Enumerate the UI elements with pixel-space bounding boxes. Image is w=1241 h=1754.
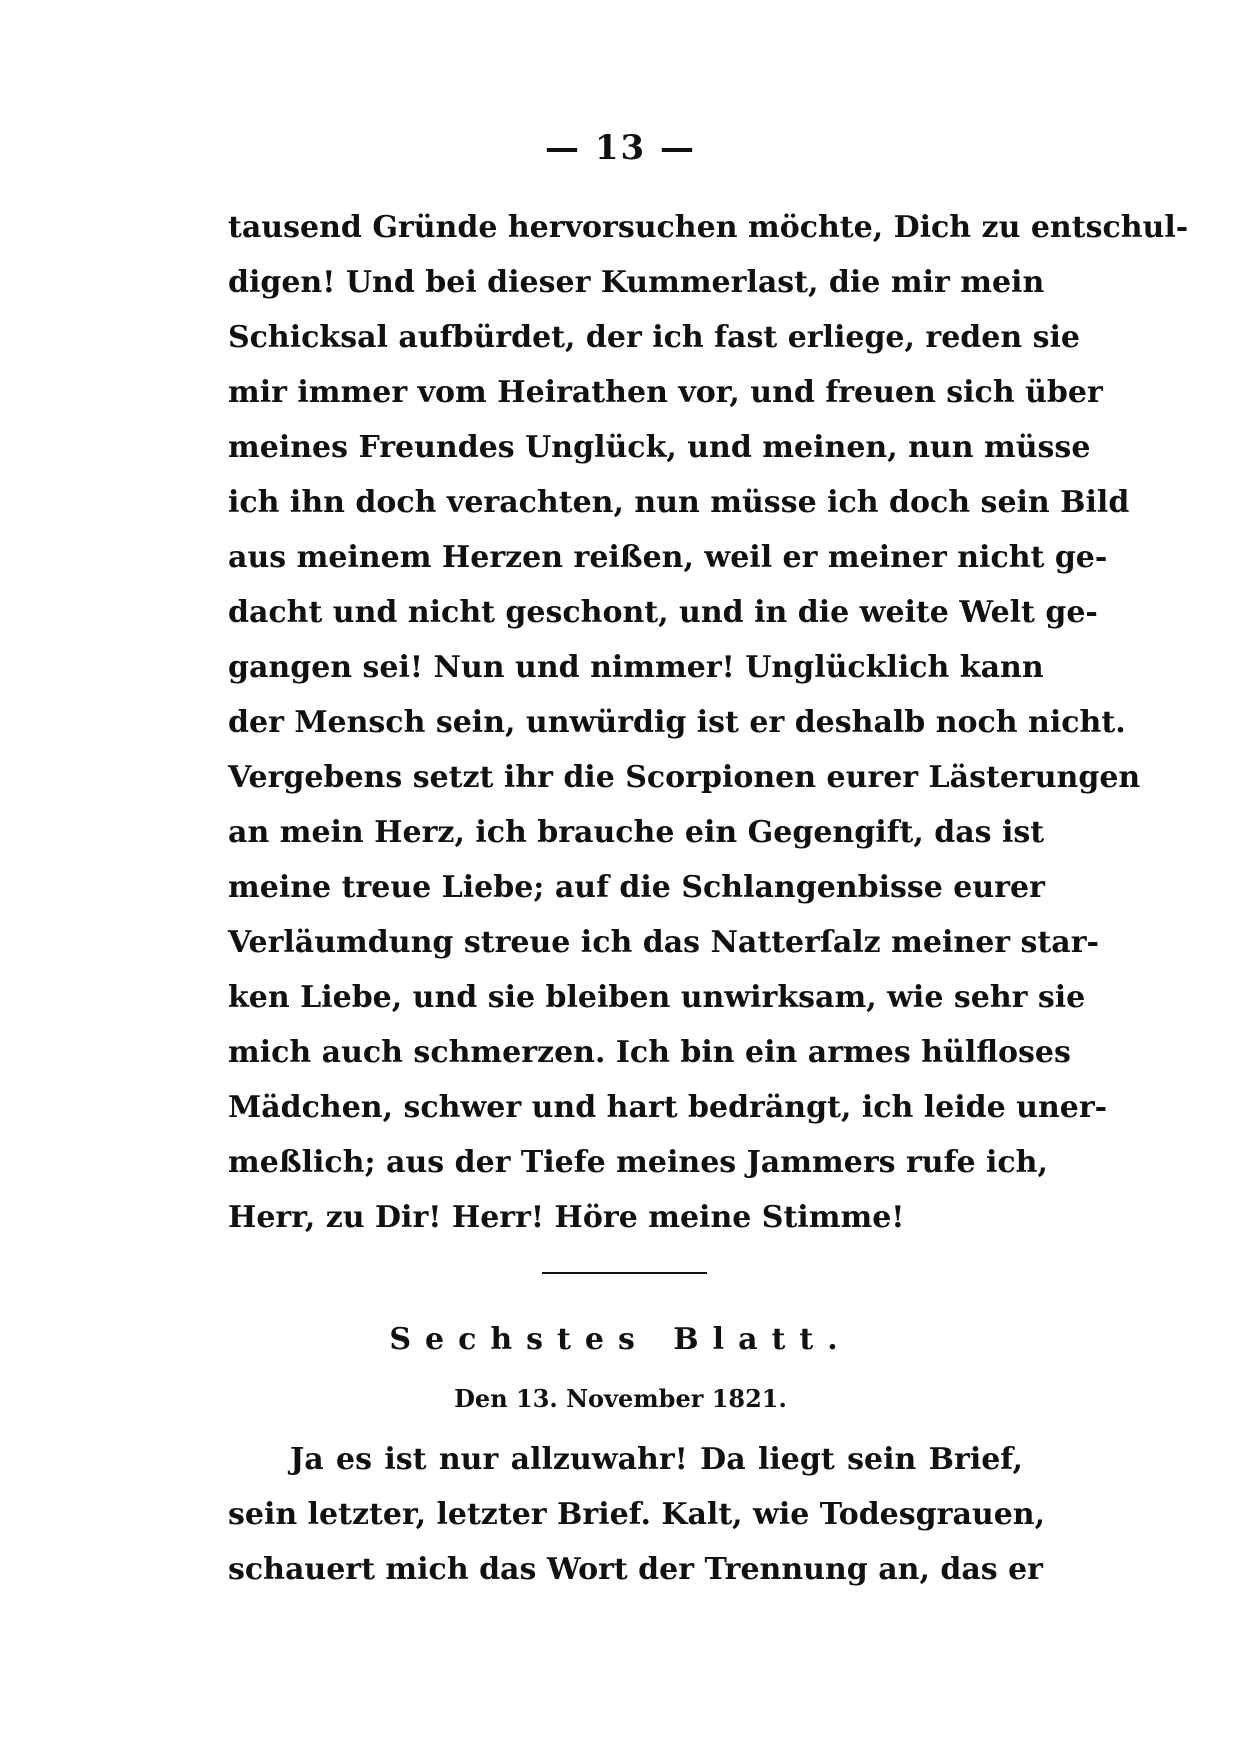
- text-line: mir immer vom Heirathen vor, und freuen sich über: [228, 375, 1103, 410]
- text-line: mich auch schmerzen. Ich bin ein armes hülfloses: [228, 1035, 1071, 1070]
- text-line: tausend Gründe hervorsuchen möchte, Dich zu entschul-: [228, 210, 1189, 245]
- body-paragraph: [228, 200, 1189, 1245]
- section-date: Den 13. November 1821.: [454, 1384, 787, 1413]
- text-line: an mein Herz, ich brauche ein Gegengift, das ist: [228, 815, 1045, 850]
- text-line: sein letzter, letzter Brief. Kalt, wie Todesgrauen,: [228, 1497, 1046, 1532]
- text-line: gangen sei! Nun und nimmer! Unglücklich kann: [228, 650, 1044, 685]
- text-line: schauert mich das Wort der Trennung an, das er: [228, 1552, 1043, 1587]
- text-line: meine treue Liebe; auf die Schlangenbisse eurer: [228, 870, 1045, 905]
- text-line: aus meinem Herzen reißen, weil er meiner nicht ge-: [228, 540, 1108, 575]
- text-line: ken Liebe, und sie bleiben unwirksam, wie sehr sie: [228, 980, 1086, 1015]
- text-line: meines Freundes Unglück, und meinen, nun müsse: [228, 430, 1091, 465]
- text-line: Verläumdung streue ich das Natterſalz meiner star-: [228, 925, 1099, 960]
- text-line: Schicksal aufbürdet, der ich fast erliege, reden sie: [228, 320, 1080, 355]
- text-line: Vergebens setzt ihr die Scorpionen eurer Lästerungen: [228, 760, 1141, 795]
- page-number: — 13 —: [545, 128, 696, 168]
- section-heading: Sechstes Blatt.: [389, 1322, 852, 1357]
- text-line: ich ihn doch verachten, nun müsse ich doch sein Bild: [228, 485, 1130, 520]
- body-paragraph-2: [228, 1432, 1046, 1597]
- text-line: dacht und nicht geschont, und in die weite Welt ge-: [228, 595, 1098, 630]
- section-divider: [542, 1272, 707, 1274]
- text-line: digen! Und bei dieser Kummerlast, die mir mein: [228, 265, 1045, 300]
- text-line: Mädchen, schwer und hart bedrängt, ich leide uner-: [228, 1090, 1108, 1125]
- text-line: der Mensch sein, unwürdig ist er deshalb noch nicht.: [228, 705, 1126, 740]
- text-line: Ja es ist nur allzuwahr! Da liegt sein Brief,: [290, 1442, 1023, 1477]
- text-line: meßlich; aus der Tiefe meines Jammers rufe ich,: [228, 1145, 1048, 1180]
- text-line: Herr, zu Dir! Herr! Höre meine Stimme!: [228, 1200, 905, 1235]
